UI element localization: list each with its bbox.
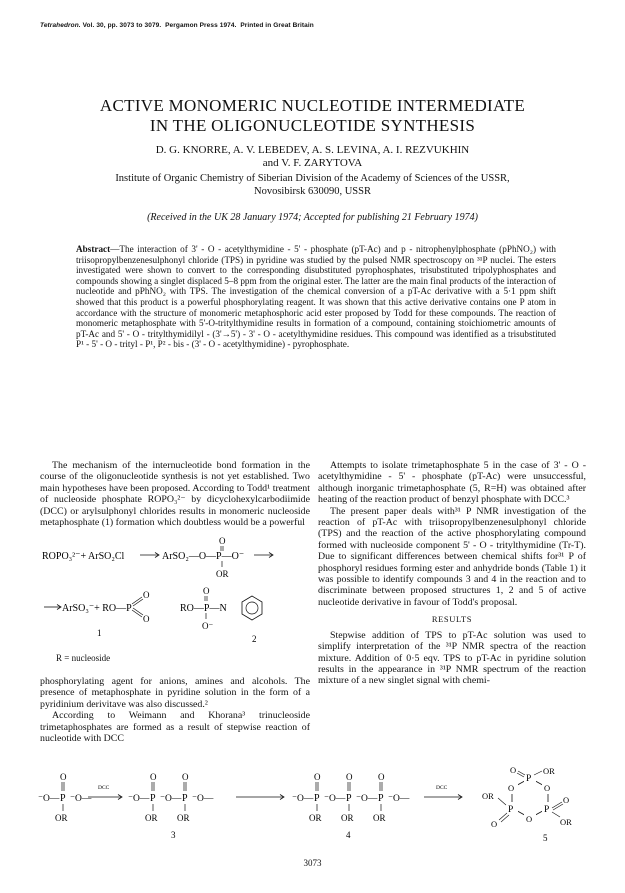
bond bbox=[498, 798, 506, 805]
publisher: Pergamon Press 1974. bbox=[165, 22, 237, 29]
phosphorus-atom: P bbox=[508, 805, 514, 815]
reagent-label: DCC bbox=[436, 785, 448, 791]
bond bbox=[499, 813, 507, 820]
pyridine-aromatic-circle bbox=[246, 602, 258, 614]
compound-label-3: 3 bbox=[171, 830, 176, 840]
affiliation-line: Institute of Organic Chemistry of Siberian Division of the Academy of Sciences of the USSR, bbox=[115, 173, 510, 184]
oxygen-atom: O bbox=[508, 783, 515, 793]
scheme-oxygen: O bbox=[143, 590, 150, 600]
oxygen-atom: O bbox=[526, 814, 533, 824]
abstract bbox=[76, 244, 556, 350]
authors bbox=[30, 144, 595, 170]
body-paragraph: phosphorylating agent for anions, amines and alcohols. The presence of metaphosphate in pyridine solution in the form of a pyridinium derivitave was also discussed.² bbox=[40, 676, 310, 710]
authors-line: D. G. KNORRE, A. V. LEBEDEV, A. S. LEVINA, A. I. REZVUKHIN bbox=[155, 144, 470, 156]
oxygen-atom: O bbox=[150, 772, 157, 782]
body-paragraph: The present paper deals with³¹ P NMR investigation of the reaction of pT-Ac with triisopropylbenzenesulphonyl chloride (TPS) and the reaction of the active phosphorylating compound formed with nucleoside component 5' - O - tritylthymidine (Tr-T). Due to significant differences between chemical shifts for³¹ P of phosphoryl residues forming ester and anhydride bonds (Table 1) it was possible to identify compounds 3 and 4 in the reaction and to discriminate between proposed structures 1, 2 and 5 of active nucleotide derivative in favour of Todd's proposal. bbox=[318, 505, 586, 608]
oxygen-atom: O bbox=[510, 766, 517, 775]
scheme-product: ArSO₃⁻+ RO—P bbox=[62, 603, 132, 614]
received-dates: (Received in the UK 28 January 1974; Accepted for publishing 21 February 1974) bbox=[147, 212, 478, 223]
o-minus-text: ⁻O— bbox=[128, 794, 150, 804]
phosphorus-atom: P bbox=[150, 793, 156, 804]
or-group: OR bbox=[309, 813, 322, 823]
abstract-label: Abstract bbox=[76, 244, 111, 254]
or-group: OR bbox=[560, 817, 572, 827]
o-minus-text: ⁻O— bbox=[38, 794, 60, 804]
bond bbox=[552, 812, 560, 817]
volume-details: Vol. 30, pp. 3073 to 3079. bbox=[82, 22, 162, 29]
compound-label-5: 5 bbox=[543, 833, 548, 843]
abstract-text: —The interaction of 3' - O - acetylthymidine - 5' - phosphate (pT-Ac) and p - nitrophenylphosphate (pPhNO₂) with triisopropylbenzenesulphonyl chloride (TPS) in pyridine was studied by the pulsed NMR spectroscopy on ³¹P nuclei. The esters investigated were shown to convert to the corresponding disubstituted pyrophosphates, trisubstituted tripolyphosphates and compounds showing a singlet displaced 5–8 ppm from the original ester. The latter are the main final products of the interaction of nucleotide and pPhNO₂ with TPS. The investigation of the chemical conversion of a pT-Ac derivative with a 5·1 ppm shift showed that this product is a powerful phosphorylating reagent. It was shown that this active derivative contains one P atom in accordance with the structure of monomeric metaphosphoric acid ester proposed by Todd for these compounds. The reaction of monomeric metaphosphate with 5'-O-tritylthymidine results in formation of a compound, containing stoichiometric amounts of pT-Ac and 5' - O - tritylthymidilyl - (3'→5') - 3' - O - acetylthymidine residues. This compound was identified as a trisubstituted P¹ - 5' - O - trityl - P¹, P² - bis - (3' - O - acetylthymidine) - pyrophosphate. bbox=[76, 244, 557, 350]
oxygen-atom: O bbox=[314, 772, 321, 782]
scheme-intermediate: ArSO₂—O—P—O⁻ bbox=[162, 551, 245, 562]
phosphorus-atom: P bbox=[60, 793, 66, 804]
reagent-label: DCC bbox=[98, 785, 110, 791]
r-definition bbox=[40, 653, 310, 664]
or-group: OR bbox=[55, 813, 68, 823]
oxygen-atom: O bbox=[346, 772, 353, 782]
compound-label-1: 1 bbox=[97, 628, 102, 638]
oxygen-atom: O bbox=[378, 772, 385, 782]
affiliation-line: Novosibirsk 630090, USSR bbox=[254, 186, 371, 197]
phosphorus-atom: P bbox=[526, 774, 532, 784]
body-paragraph: Stepwise addition of TPS to pT-Ac solution was used to simplify interpretation of the ³¹P NMR spectra of the reaction mixture. Addition of 0·5 eqv. TPS to pT-Ac in pyridine solution results in the appearance in ³¹P NMR spectrum of the reaction mixture of a new singlet signal with chemi- bbox=[318, 629, 586, 687]
o-minus-text: ⁻O— bbox=[356, 794, 378, 804]
running-head bbox=[40, 22, 314, 29]
o-minus-text: ⁻O— bbox=[160, 794, 182, 804]
o-minus-text: ⁻O— bbox=[324, 794, 346, 804]
pyridine-ring bbox=[242, 596, 262, 620]
oxygen-atom: O bbox=[544, 783, 551, 793]
phosphorus-atom: P bbox=[346, 793, 352, 804]
left-col-para1 bbox=[40, 460, 310, 528]
bond bbox=[501, 815, 509, 822]
scheme-2 bbox=[36, 766, 596, 846]
phosphorus-atom: P bbox=[378, 793, 384, 804]
oxygen-atom: O bbox=[563, 795, 570, 805]
scheme-oxygen: O bbox=[219, 536, 226, 546]
or-group: OR bbox=[341, 813, 354, 823]
compound-label-2: 2 bbox=[252, 634, 257, 644]
page-number: 3073 bbox=[303, 858, 322, 868]
paper-title bbox=[30, 96, 595, 136]
right-column bbox=[318, 460, 586, 687]
oxygen-atom: O bbox=[491, 819, 498, 829]
body-paragraph: Attempts to isolate trimetaphosphate 5 in the case of 3' - O - acetylthymidine - 5' - phosphate (pT-Ac) were unsuccessful, although inorganic trimetaphosphate (5, R=H) was obtained after heating of the reaction product of benzyl phosphate with DCC.³ bbox=[318, 460, 586, 506]
phosphorus-atom: P bbox=[544, 805, 550, 815]
o-minus-text: ⁻O— bbox=[292, 794, 314, 804]
bond bbox=[553, 804, 563, 810]
phosphorus-atom: P bbox=[182, 793, 188, 804]
scheme-oxygen: O bbox=[203, 586, 210, 596]
affiliation bbox=[70, 172, 555, 198]
printed-in: Printed in Great Britain bbox=[240, 22, 314, 29]
compound-label-4: 4 bbox=[346, 830, 351, 840]
body-paragraph: According to Weimann and Khorana³ trinucleoside trimetaphosphates are formed as a result of stepwise reaction of nucleotide with DCC bbox=[40, 710, 310, 745]
title-line: ACTIVE MONOMERIC NUCLEOTIDE INTERMEDIATE bbox=[99, 96, 526, 115]
oxygen-atom: O bbox=[60, 772, 67, 782]
pyridinium-prefix: RO—P—N bbox=[180, 603, 227, 614]
left-col-para2-3 bbox=[40, 676, 310, 744]
or-group: OR bbox=[177, 813, 190, 823]
or-group: OR bbox=[373, 813, 386, 823]
scheme-or: OR bbox=[216, 569, 229, 579]
r-definition-text: R = nucleoside bbox=[56, 653, 111, 663]
o-minus-text: ⁻O— bbox=[388, 794, 410, 804]
section-heading: RESULTS bbox=[431, 614, 473, 625]
title-line: IN THE OLIGONUCLEOTIDE SYNTHESIS bbox=[149, 116, 476, 135]
body-paragraph: The mechanism of the internucleotide bond formation in the course of the oligonucleotide synthesis is not yet established. Two main hypotheses have been proposed. According to Todd¹ treatment of nucleoside phosphate ROPO₃²⁻ by dicyclohexylcarbodiimide (DCC) or arylsulphonyl chlorides results in monomeric nucleoside metaphosphate (1) formation which doubtless would be a powerful bbox=[40, 460, 310, 529]
scheme-1 bbox=[40, 536, 312, 646]
scheme-o-minus: O⁻ bbox=[202, 621, 214, 631]
trimetaphosphate-ring bbox=[506, 772, 554, 824]
journal-name: Tetrahedron. bbox=[40, 22, 81, 29]
scheme-reactants: ROPO₃²⁻+ ArSO₂Cl bbox=[42, 551, 125, 562]
phosphorus-atom: P bbox=[314, 793, 320, 804]
scheme-oxygen: O bbox=[143, 614, 150, 624]
authors-line: and V. F. ZARYTOVA bbox=[262, 157, 363, 169]
or-group: OR bbox=[543, 766, 555, 776]
or-group: OR bbox=[482, 791, 494, 801]
o-minus-text: ⁻O— bbox=[192, 794, 214, 804]
or-group: OR bbox=[145, 813, 158, 823]
o-minus-text: ⁻O— bbox=[70, 794, 92, 804]
oxygen-atom: O bbox=[182, 772, 189, 782]
